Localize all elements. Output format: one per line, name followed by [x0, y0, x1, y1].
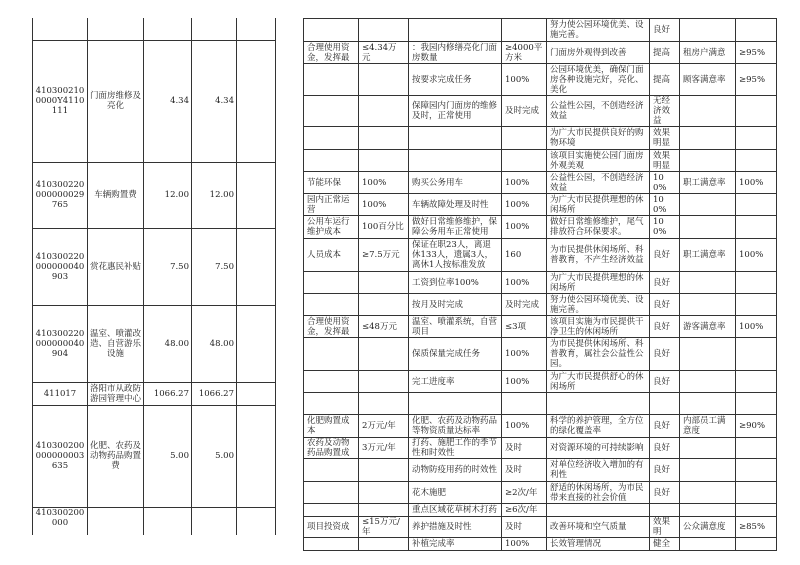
output-indicator-cell: 项目投资成: [304, 517, 359, 538]
benefit-value-cell: 效果明: [650, 517, 680, 538]
benefit-indicator-cell: 做好日常维修维护，尾气排放符合环保要求。: [547, 216, 650, 239]
benefit-indicator-cell: [547, 504, 650, 517]
benefit-indicator-cell: 公园环境优美，确保门面房各种设施完好，亮化、美化: [547, 64, 650, 96]
table-row: [304, 294, 777, 316]
output-value-cell: 2万元/年: [359, 415, 409, 438]
satisfaction-value-cell: [736, 272, 777, 294]
benefit-indicator-cell: 公益性公园，不创造经济效益: [547, 172, 650, 194]
quality-value-cell: 100%: [502, 194, 547, 216]
table-row: [33, 507, 276, 535]
blank-cell: [237, 405, 276, 507]
benefit-value-cell: 良好: [650, 316, 680, 338]
project-code-cell: 410300220000000029765: [33, 162, 88, 228]
benefit-value-cell: 提高: [650, 64, 680, 96]
project-name-cell: 门面房维修及亮化: [88, 40, 144, 162]
project-code-cell: 4103002100000Y4110111: [33, 40, 88, 162]
satisfaction-value-cell: [736, 459, 777, 482]
output-indicator-cell: [304, 272, 359, 294]
table-row: [304, 272, 777, 294]
benefit-indicator-cell: 努力使公园环境优美、设施完善。: [547, 294, 650, 316]
output-indicator-cell: [304, 338, 359, 371]
project-code-cell: 410300200000000003635: [33, 405, 88, 507]
output-value-cell: [359, 338, 409, 371]
table-row: [33, 40, 276, 162]
quality-indicator-cell: [409, 127, 502, 150]
quality-indicator-cell: 工资到位率100%: [409, 272, 502, 294]
benefit-indicator-cell: 舒适的休闲场所，为市民带来直接的社会价值: [547, 482, 650, 504]
benefit-value-cell: 良好: [650, 338, 680, 371]
benefit-indicator-cell: 该项目实施使公园门面房外观美观: [547, 150, 650, 172]
quality-indicator-cell: [409, 150, 502, 172]
satisfaction-indicator-cell: [680, 216, 736, 239]
satisfaction-indicator-cell: 内部员工满意度: [680, 415, 736, 438]
output-indicator-cell: [304, 127, 359, 150]
quality-indicator-cell: 温室、喷灌系统，自营项目: [409, 316, 502, 338]
satisfaction-indicator-cell: [680, 294, 736, 316]
benefit-value-cell: 良好: [650, 482, 680, 504]
benefit-indicator-cell: 长效管理情况: [547, 538, 650, 551]
output-indicator-cell: [304, 64, 359, 96]
budget-amount-cell: [144, 507, 192, 535]
output-indicator-cell: [304, 459, 359, 482]
project-name-cell: 赏花惠民补贴: [88, 228, 144, 305]
table-row: [33, 162, 276, 228]
output-value-cell: ≤4.34万元: [359, 42, 409, 64]
output-indicator-cell: 人员成本: [304, 239, 359, 272]
table-row: [304, 538, 777, 551]
quality-indicator-cell: ：我园内修缮亮化门面房数量: [409, 42, 502, 64]
benefit-value-cell: 良好: [650, 371, 680, 393]
budget-amount-cell: 12.00: [144, 162, 192, 228]
quality-value-cell: [502, 150, 547, 172]
blank-cell: [237, 305, 276, 382]
satisfaction-indicator-cell: 游客满意率: [680, 316, 736, 338]
table-row: [304, 150, 777, 172]
quality-value-cell: 100%: [502, 272, 547, 294]
table-row: [304, 371, 777, 393]
table-row: [304, 316, 777, 338]
quality-indicator-cell: 保质保量完成任务: [409, 338, 502, 371]
satisfaction-indicator-cell: [680, 150, 736, 172]
benefit-indicator-cell: 公益性公园，不创造经济效益: [547, 96, 650, 127]
output-indicator-cell: 合理使用资金，发挥最: [304, 316, 359, 338]
budget-amount-cell: 5.00: [144, 405, 192, 507]
table-row: [33, 305, 276, 382]
quality-indicator-cell: 购买公务用车: [409, 172, 502, 194]
output-indicator-cell: 化肥购置成本: [304, 415, 359, 438]
table-row: [304, 517, 777, 538]
project-name-cell: [88, 18, 144, 40]
quality-value-cell: 100%: [502, 538, 547, 551]
quality-indicator-cell: 打药、施肥工作的季节性和时效性: [409, 438, 502, 459]
benefit-value-cell: [650, 504, 680, 517]
quality-indicator-cell: 保障园内门面房的维修及时，正常使用: [409, 96, 502, 127]
quality-value-cell: [502, 127, 547, 150]
output-indicator-cell: [304, 504, 359, 517]
satisfaction-indicator-cell: 职工满意率: [680, 239, 736, 272]
blank-cell: [237, 18, 276, 40]
table-row: [304, 127, 777, 150]
table-row: [304, 96, 777, 127]
satisfaction-value-cell: [736, 96, 777, 127]
quality-indicator-cell: 花木施肥: [409, 482, 502, 504]
satisfaction-value-cell: [736, 294, 777, 316]
benefit-value-cell: 良好: [650, 415, 680, 438]
satisfaction-indicator-cell: 顾客满意率: [680, 64, 736, 96]
output-value-cell: [359, 294, 409, 316]
quality-value-cell: 及时: [502, 459, 547, 482]
table-row: [304, 194, 777, 216]
allocated-amount-cell: 12.00: [192, 162, 237, 228]
table-row: [304, 64, 777, 96]
output-value-cell: [359, 482, 409, 504]
benefit-value-cell: 良好: [650, 459, 680, 482]
output-indicator-cell: [304, 294, 359, 316]
satisfaction-indicator-cell: [680, 438, 736, 459]
benefit-indicator-cell: 门面房外观得到改善: [547, 42, 650, 64]
quality-value-cell: 及时: [502, 438, 547, 459]
project-code-cell: [33, 18, 88, 40]
table-row: [33, 382, 276, 405]
quality-indicator-cell: 保证在职23人，离退休133人，遗属3人，离休1人按标准发放: [409, 239, 502, 272]
blank-cell: [237, 507, 276, 535]
output-value-cell: [359, 64, 409, 96]
output-value-cell: [359, 538, 409, 551]
satisfaction-value-cell: [736, 19, 777, 42]
satisfaction-indicator-cell: [680, 482, 736, 504]
quality-indicator-cell: 化肥、农药及动物药品等物资质量达标率: [409, 415, 502, 438]
satisfaction-value-cell: ≥95%: [736, 42, 777, 64]
output-value-cell: ≤15万元/年: [359, 517, 409, 538]
quality-value-cell: 100%: [502, 371, 547, 393]
quality-indicator-cell: 按月及时完成: [409, 294, 502, 316]
allocated-amount-cell: 48.00: [192, 305, 237, 382]
quality-value-cell: [502, 19, 547, 42]
satisfaction-value-cell: 100%: [736, 172, 777, 194]
quality-value-cell: 及时完成: [502, 96, 547, 127]
quality-value-cell: 100%: [502, 415, 547, 438]
output-value-cell: [359, 96, 409, 127]
table-row: [304, 338, 777, 371]
output-value-cell: 100百分比: [359, 216, 409, 239]
benefit-value-cell: 无经济效益: [650, 96, 680, 127]
allocated-amount-cell: 5.00: [192, 405, 237, 507]
project-name-cell: 温室、喷灌改造、自营游乐设施: [88, 305, 144, 382]
output-indicator-cell: [304, 150, 359, 172]
project-name-cell: [88, 507, 144, 535]
quality-indicator-cell: 做好日常维修维护，保障公务用车正常使用: [409, 216, 502, 239]
output-indicator-cell: 园内正常运营: [304, 194, 359, 216]
benefit-value-cell: 100%: [650, 172, 680, 194]
satisfaction-indicator-cell: [680, 538, 736, 551]
benefit-indicator-cell: 该项目实施为市民提供干净卫生的休闲场所: [547, 316, 650, 338]
benefit-value-cell: 健全: [650, 538, 680, 551]
quality-indicator-cell: 养护措施及时性: [409, 517, 502, 538]
blank-cell: [237, 382, 276, 405]
output-indicator-cell: [304, 19, 359, 42]
table-row: [304, 19, 777, 42]
output-indicator-cell: [304, 371, 359, 393]
table-row: [304, 42, 777, 64]
allocated-amount-cell: [192, 18, 237, 40]
output-indicator-cell: 公用车运行维护成本: [304, 216, 359, 239]
quality-indicator-cell: 补植完成率: [409, 538, 502, 551]
satisfaction-value-cell: [736, 150, 777, 172]
benefit-value-cell: 良好: [650, 438, 680, 459]
project-code-cell: 410300200000: [33, 507, 88, 535]
output-value-cell: ≥7.5万元: [359, 239, 409, 272]
satisfaction-indicator-cell: 租房户满意: [680, 42, 736, 64]
benefit-value-cell: 效果明显: [650, 127, 680, 150]
quality-value-cell: 及时: [502, 517, 547, 538]
quality-value-cell: 100%: [502, 216, 547, 239]
blank-cell: [237, 162, 276, 228]
satisfaction-indicator-cell: [680, 194, 736, 216]
quality-value-cell: [502, 393, 547, 415]
output-value-cell: [359, 272, 409, 294]
benefit-indicator-cell: 为市民提供休闲场所、科普教育，不产生经济效益: [547, 239, 650, 272]
satisfaction-value-cell: ≥85%: [736, 517, 777, 538]
satisfaction-value-cell: [736, 371, 777, 393]
benefit-indicator-cell: 对资源环境的可持续影响: [547, 438, 650, 459]
project-name-cell: 化肥、农药及动物药品购置费: [88, 405, 144, 507]
table-row: [304, 239, 777, 272]
table-row: [304, 438, 777, 459]
quality-indicator-cell: 重点区域花草树木打药: [409, 504, 502, 517]
benefit-indicator-cell: [547, 393, 650, 415]
satisfaction-value-cell: [736, 482, 777, 504]
benefit-indicator-cell: 努力使公园环境优美、设施完善。: [547, 19, 650, 42]
satisfaction-indicator-cell: 职工满意率: [680, 172, 736, 194]
satisfaction-indicator-cell: [680, 127, 736, 150]
table-row: [304, 393, 777, 415]
satisfaction-value-cell: [736, 194, 777, 216]
table-row: [304, 172, 777, 194]
satisfaction-value-cell: 100%: [736, 239, 777, 272]
benefit-value-cell: 良好: [650, 19, 680, 42]
output-value-cell: [359, 459, 409, 482]
project-code-cell: 410300220000000040904: [33, 305, 88, 382]
budget-amount-cell: 48.00: [144, 305, 192, 382]
satisfaction-value-cell: [736, 438, 777, 459]
output-indicator-cell: 农药及动物药品购置成: [304, 438, 359, 459]
satisfaction-indicator-cell: [680, 19, 736, 42]
benefit-value-cell: 良好: [650, 272, 680, 294]
quality-indicator-cell: 按要求完成任务: [409, 64, 502, 96]
quality-value-cell: 100%: [502, 64, 547, 96]
table-row: [304, 482, 777, 504]
satisfaction-indicator-cell: [680, 96, 736, 127]
table-row: [304, 504, 777, 517]
budget-amount-cell: 7.50: [144, 228, 192, 305]
table-row: [33, 405, 276, 507]
benefit-value-cell: [650, 393, 680, 415]
benefit-indicator-cell: 科学的养护管理，全方位的绿化覆盖率: [547, 415, 650, 438]
output-indicator-cell: 合理使用资金，发挥最: [304, 42, 359, 64]
project-name-cell: 车辆购置费: [88, 162, 144, 228]
satisfaction-indicator-cell: [680, 371, 736, 393]
budget-amount-cell: 4.34: [144, 40, 192, 162]
output-value-cell: [359, 19, 409, 42]
benefit-value-cell: 良好: [650, 294, 680, 316]
satisfaction-value-cell: [736, 216, 777, 239]
table-row: [304, 216, 777, 239]
left-budget-table: [32, 18, 276, 535]
benefit-value-cell: 效果明显: [650, 150, 680, 172]
right-performance-table: [303, 18, 777, 551]
satisfaction-indicator-cell: 公众满意度: [680, 517, 736, 538]
quality-indicator-cell: 动物防疫用药的时效性: [409, 459, 502, 482]
satisfaction-value-cell: [736, 393, 777, 415]
quality-value-cell: ≥6次/年: [502, 504, 547, 517]
satisfaction-indicator-cell: [680, 504, 736, 517]
allocated-amount-cell: 4.34: [192, 40, 237, 162]
benefit-value-cell: 提高: [650, 42, 680, 64]
output-indicator-cell: [304, 538, 359, 551]
output-indicator-cell: [304, 393, 359, 415]
benefit-indicator-cell: 对单位经济收入增加的有利性: [547, 459, 650, 482]
table-row: [33, 228, 276, 305]
project-code-cell: 410300220000000040903: [33, 228, 88, 305]
quality-value-cell: ≥2次/年: [502, 482, 547, 504]
blank-cell: [237, 40, 276, 162]
quality-indicator-cell: 完工进度率: [409, 371, 502, 393]
output-value-cell: 100%: [359, 172, 409, 194]
quality-value-cell: 100%: [502, 338, 547, 371]
quality-indicator-cell: 车辆故障处理及时性: [409, 194, 502, 216]
output-indicator-cell: [304, 482, 359, 504]
table-row: [304, 459, 777, 482]
quality-value-cell: 160: [502, 239, 547, 272]
benefit-indicator-cell: 为广大市民提供理想的休闲场所: [547, 272, 650, 294]
satisfaction-value-cell: 100%: [736, 316, 777, 338]
satisfaction-value-cell: [736, 127, 777, 150]
table-row: [33, 18, 276, 40]
benefit-value-cell: 100%: [650, 216, 680, 239]
satisfaction-value-cell: ≥95%: [736, 64, 777, 96]
quality-indicator-cell: [409, 19, 502, 42]
benefit-value-cell: 良好: [650, 239, 680, 272]
quality-value-cell: 及时完成: [502, 294, 547, 316]
project-code-cell: 411017: [33, 382, 88, 405]
benefit-indicator-cell: 改善环境和空气质量: [547, 517, 650, 538]
budget-amount-cell: 1066.27: [144, 382, 192, 405]
benefit-indicator-cell: 为广大市民提供良好的购物环境: [547, 127, 650, 150]
budget-amount-cell: [144, 18, 192, 40]
satisfaction-value-cell: ≥90%: [736, 415, 777, 438]
output-value-cell: ≤48万元: [359, 316, 409, 338]
benefit-indicator-cell: 为广大市民提供舒心的休闲场所: [547, 371, 650, 393]
output-indicator-cell: 节能环保: [304, 172, 359, 194]
blank-cell: [237, 228, 276, 305]
project-name-cell: 洛阳市从政防游园管理中心: [88, 382, 144, 405]
benefit-value-cell: 100%: [650, 194, 680, 216]
satisfaction-indicator-cell: [680, 272, 736, 294]
output-value-cell: [359, 150, 409, 172]
quality-indicator-cell: [409, 393, 502, 415]
table-row: [304, 415, 777, 438]
benefit-indicator-cell: 为市民提供休闲场所、科普教育，属社会公益性公园。: [547, 338, 650, 371]
output-value-cell: [359, 127, 409, 150]
output-value-cell: [359, 371, 409, 393]
allocated-amount-cell: [192, 507, 237, 535]
satisfaction-indicator-cell: [680, 459, 736, 482]
satisfaction-value-cell: [736, 504, 777, 517]
benefit-indicator-cell: 为广大市民提供理想的休闲场所: [547, 194, 650, 216]
quality-value-cell: 100%: [502, 172, 547, 194]
quality-value-cell: ≥4000平方米: [502, 42, 547, 64]
satisfaction-indicator-cell: [680, 338, 736, 371]
satisfaction-indicator-cell: [680, 393, 736, 415]
satisfaction-value-cell: [736, 538, 777, 551]
output-indicator-cell: [304, 96, 359, 127]
allocated-amount-cell: 7.50: [192, 228, 237, 305]
output-value-cell: [359, 393, 409, 415]
allocated-amount-cell: 1066.27: [192, 382, 237, 405]
output-value-cell: 100%: [359, 194, 409, 216]
output-value-cell: [359, 504, 409, 517]
quality-value-cell: ≤3项: [502, 316, 547, 338]
satisfaction-value-cell: [736, 338, 777, 371]
output-value-cell: 3万元/年: [359, 438, 409, 459]
